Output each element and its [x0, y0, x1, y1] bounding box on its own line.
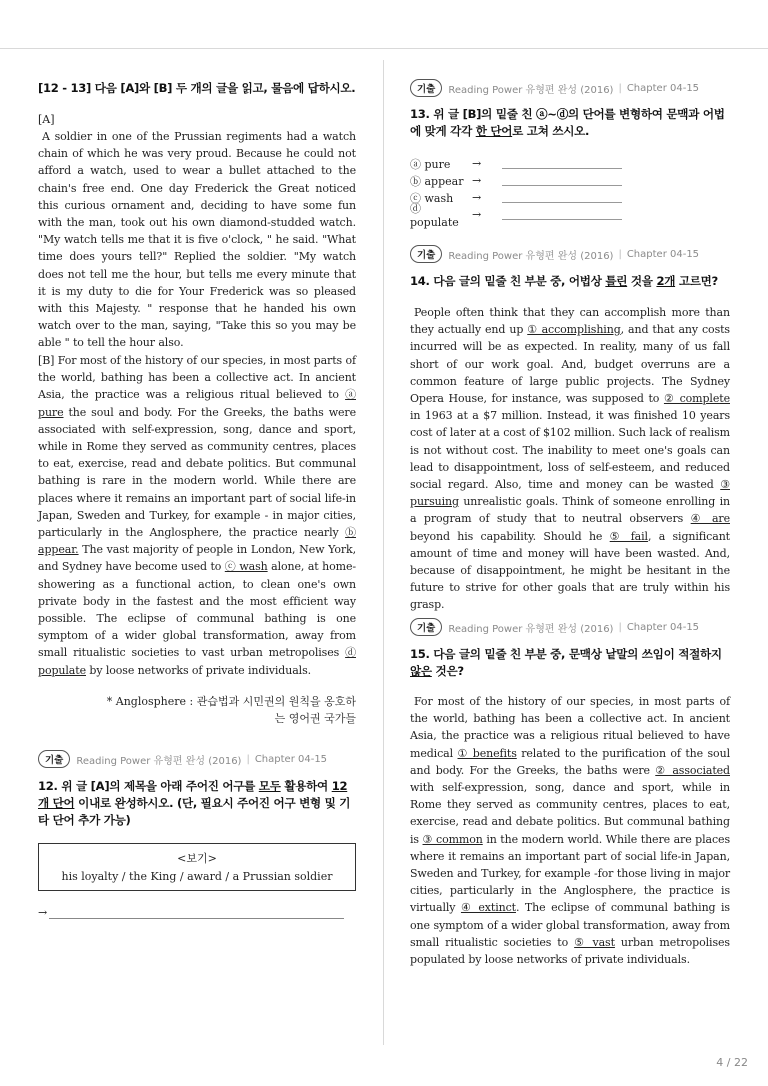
- passage-q14: People often think that they can accomplish more than they actually end up ① accomplishing, and that any costs incurred will be as expected. In reality, many of us fall short of our work goal. And, budget overruns are a common feature of large public projects. The Sydney Opera House, for instance, was supposed to ② complete in 1963 at a $7 million. Instead, it was finished 10 years cost of later at a cost of $102 million. Such lack of realism is not without cost. The inability to meet one's goals can lead to disappointment, loss of self-esteem, and reduced social regard. Also, time and money can be wasted ③ pursuing unrealistic goals. Think of someone enrolling in a program of study that to neutral observers ④ are beyond his capability. Should he ⑤ fail, a significant amount of time and money will have been wasted. And, because of disappointment, he might be hesitant in the future to strive for other goals that are truly within his grasp.: [410, 306, 730, 612]
- passage-q15: For most of the history of our species, in most parts of the world, bathing has been a collective act. In ancient Asia, the practice was a religious ritual believed to have medical ① benefits related to the purification of the soul and body. For the Greeks, the baths were ② associated with self-expression, song, dance and sport, while in Rome they served as community centres, places to eat, exercise, read and debate politics. But communal bathing is ③ common in the modern world. While there are places where it remains an important part of social life-in Japan, Sweden and Turkey, for example -for those living in major cities, particularly in the Anglosphere, the practice is virtually ④ extinct. The eclipse of communal bathing is one symptom of a wider global transformation, away from small ritualistic societies to ⑤ vast urban metropolises populated by loose networks of private individuals.: [410, 695, 730, 967]
- bogi-title: <보기>: [177, 852, 217, 865]
- source-tag-q13: [410, 79, 699, 97]
- answer-blank[interactable]: [502, 176, 622, 186]
- question-12: 12. 위 글 [A]의 제목을 아래 주어진 어구를 모두 활용하여 12개 단어 이내로 완성하시오. (단, 필요시 주어진 어구 변형 및 기타 단어 추가 가능): [38, 779, 351, 827]
- underlined-5-vast: ⑤ vast: [574, 935, 615, 949]
- word-row: ⓓ populate →: [410, 206, 622, 223]
- source-book: Reading Power 유형편 완성 (2016): [448, 84, 614, 96]
- answer-blank[interactable]: [502, 159, 622, 169]
- separator: |: [246, 753, 250, 765]
- arrow-icon: →: [38, 906, 48, 919]
- source-chapter: Chapter 04-15: [254, 753, 328, 765]
- source-tag-q15: [410, 618, 699, 636]
- answer-line-q12[interactable]: [38, 906, 344, 919]
- underlined-3-pursuing: ③ pursuing: [410, 478, 730, 509]
- gichul-badge: 기출: [410, 618, 442, 636]
- underlined-1-accomplishing: ① accomplishing: [527, 323, 621, 337]
- source-chapter: Chapter 04-15: [626, 248, 700, 260]
- underlined-1-benefits: ① benefits: [457, 746, 517, 760]
- underlined-2-complete: ② complete: [663, 392, 730, 406]
- source-tag-q14: [410, 245, 699, 263]
- separator: |: [618, 248, 622, 260]
- underlined-a-pure: ⓐ pure: [38, 388, 356, 419]
- word-row: ⓐ pure →: [410, 155, 622, 172]
- bogi-box: [38, 843, 356, 891]
- question-13: 13. 위 글 [B]의 밑줄 친 ⓐ~ⓓ의 단어를 변형하여 문맥과 어법에 맞게 각각 한 단어로 고쳐 쓰시오.: [410, 107, 725, 138]
- gichul-badge: 기출: [38, 750, 70, 768]
- source-tag-q12: [38, 750, 327, 768]
- passage-a-text: A soldier in one of the Prussian regiments had a watch chain of which he was very proud. Because he could not afford a watch, used to wear a bullet attached to the chain's free end. One day Frederick the Great noticed this curious ornament and, deciding to have some fun with the man, took out his own diamond-studded watch. "My watch tells me that it is five o'clock, " he said. "What time does yours tell?" Replied the soldier. "My watch does not tell me the hour, but tells me every minute that it is my duty to die for Your Frederick was so pleased with this Majesty. " response that he handed his own watch over to the man, saying, "Take this so you may be able " to tell the hour also.: [38, 130, 356, 350]
- answer-blank[interactable]: [502, 193, 622, 203]
- separator: |: [618, 621, 622, 633]
- bogi-words: his loyalty / the King / award / a Prussian soldier: [61, 870, 333, 883]
- anglosphere-footnote: * Anglosphere : 관습법과 시민권의 원칙을 옹호하는 영어권 국가들: [106, 695, 356, 725]
- word-list-q13: [410, 155, 622, 229]
- word-row: ⓑ appear →: [410, 172, 622, 189]
- underlined-3-common: ③ common: [422, 832, 483, 846]
- word-row: ⓒ wash →: [410, 189, 622, 206]
- underlined-5-fail: ⑤ fail: [609, 529, 648, 543]
- underlined-d-populate: ⓓ populate: [38, 646, 356, 677]
- separator: |: [618, 82, 622, 94]
- underlined-c-wash: ⓒ wash: [224, 560, 268, 574]
- source-chapter: Chapter 04-15: [626, 621, 700, 633]
- question-group-heading: [12 - 13] 다음 [A]와 [B] 두 개의 글을 읽고, 물음에 답하시오.: [38, 81, 356, 95]
- header-rule: [0, 48, 768, 49]
- source-book: Reading Power 유형편 완성 (2016): [76, 755, 242, 767]
- underlined-4-are: ④ are: [690, 512, 730, 526]
- arrow-icon: →: [472, 174, 482, 187]
- column-divider: [383, 60, 384, 1045]
- source-book: Reading Power 유형편 완성 (2016): [448, 623, 614, 635]
- arrow-icon: →: [472, 191, 482, 204]
- arrow-icon: →: [472, 157, 482, 170]
- passage-a-label: [A]: [38, 113, 55, 126]
- passage-b: [B] For most of the history of our species, in most parts of the world, bathing has been a collective act. In ancient Asia, the practice was a religious ritual believed to ⓐ pure the soul and body. For the Greeks, the baths were associated with self-expression, song, dance and sport, while in Rome they served as community centres, places to eat, exercise, read and debate politics. But communal bathing is rare in the modern world. While there are places where it remains an important part of social life-in Japan, Sweden and Turkey, for example - in major cities, particularly in the Anglosphere, the practice nearly ⓑ appear. The vast majority of people in London, New York, and Sydney have become used to ⓒ wash alone, at home-showering as a functional action, to clean one's own private body in the fastest and the most efficient way possible. The eclipse of communal bathing is one symptom of a wider global transformation, away from small ritualistic societies to vast urban metropolises ⓓ populate by loose networks of private individuals.: [38, 354, 356, 677]
- question-14: 14. 다음 글의 밑줄 친 부분 중, 어법상 틀린 것을 2개 고르면?: [410, 274, 718, 288]
- underlined-b-appear: ⓑ appear.: [38, 526, 356, 557]
- answer-blank: [49, 908, 344, 919]
- gichul-badge: 기출: [410, 79, 442, 97]
- arrow-icon: →: [472, 208, 482, 221]
- answer-blank[interactable]: [502, 210, 622, 220]
- source-chapter: Chapter 04-15: [626, 82, 700, 94]
- underlined-2-associated: ② associated: [655, 763, 730, 777]
- question-15: 15. 다음 글의 밑줄 친 부분 중, 문맥상 낱말의 쓰임이 적절하지 않은 것은?: [410, 647, 722, 678]
- gichul-badge: 기출: [410, 245, 442, 263]
- underlined-4-extinct: ④ extinct: [460, 901, 516, 915]
- page-number: 4 / 22: [716, 1056, 748, 1069]
- source-book: Reading Power 유형편 완성 (2016): [448, 250, 614, 262]
